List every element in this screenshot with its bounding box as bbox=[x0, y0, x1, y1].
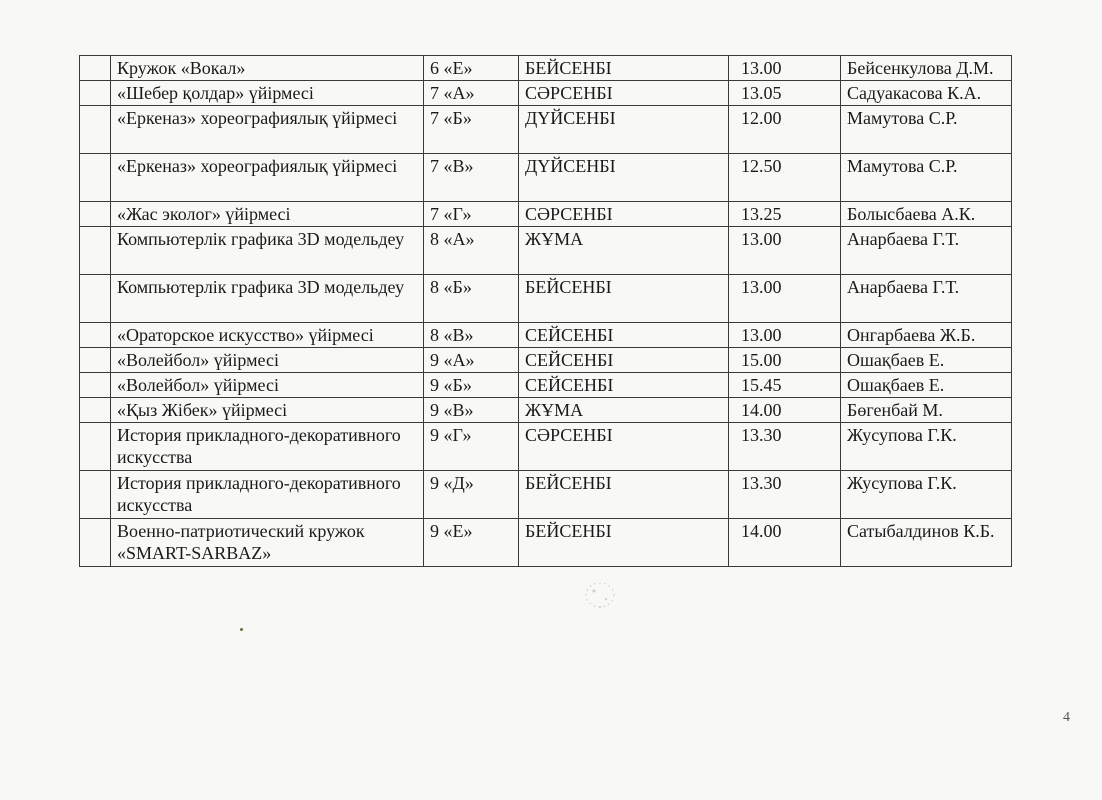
row-blank-cell bbox=[80, 471, 111, 519]
time-cell: 13.30 bbox=[729, 471, 841, 519]
stamp-smudge bbox=[576, 575, 624, 619]
club-name-cell: «Еркеназ» хореографиялық үйірмесі bbox=[111, 154, 424, 202]
teacher-cell: Бейсенкулова Д.М. bbox=[841, 56, 1012, 81]
speck-mark bbox=[240, 628, 243, 631]
time-cell: 13.00 bbox=[729, 323, 841, 348]
weekday-cell: БЕЙСЕНБІ bbox=[519, 56, 729, 81]
teacher-cell: Бөгенбай М. bbox=[841, 398, 1012, 423]
weekday-cell: СЕЙСЕНБІ bbox=[519, 373, 729, 398]
row-blank-cell bbox=[80, 373, 111, 398]
club-name-cell: «Еркеназ» хореографиялық үйірмесі bbox=[111, 106, 424, 154]
club-name-cell: Компьютерлік графика 3D модельдеу bbox=[111, 227, 424, 275]
table-row bbox=[80, 154, 1012, 202]
club-name-cell: «Қыз Жібек» үйірмесі bbox=[111, 398, 424, 423]
time-cell: 14.00 bbox=[729, 519, 841, 567]
grade-cell: 9 «Е» bbox=[424, 519, 519, 567]
time-cell: 15.45 bbox=[729, 373, 841, 398]
grade-cell: 7 «В» bbox=[424, 154, 519, 202]
time-cell: 12.00 bbox=[729, 106, 841, 154]
table-row bbox=[80, 275, 1012, 323]
weekday-cell: ДҮЙСЕНБІ bbox=[519, 154, 729, 202]
teacher-cell: Анарбаева Г.Т. bbox=[841, 227, 1012, 275]
teacher-cell: Ошақбаев Е. bbox=[841, 348, 1012, 373]
teacher-cell: Онгарбаева Ж.Б. bbox=[841, 323, 1012, 348]
grade-cell: 7 «Г» bbox=[424, 202, 519, 227]
time-cell: 15.00 bbox=[729, 348, 841, 373]
grade-cell: 8 «Б» bbox=[424, 275, 519, 323]
weekday-cell: СЕЙСЕНБІ bbox=[519, 323, 729, 348]
weekday-cell: СӘРСЕНБІ bbox=[519, 202, 729, 227]
time-cell: 13.05 bbox=[729, 81, 841, 106]
page-number: 4 bbox=[1063, 710, 1070, 725]
weekday-cell: ЖҰМА bbox=[519, 398, 729, 423]
row-blank-cell bbox=[80, 323, 111, 348]
teacher-cell: Жусупова Г.К. bbox=[841, 471, 1012, 519]
table-row bbox=[80, 373, 1012, 398]
club-name-cell: «Волейбол» үйірмесі bbox=[111, 373, 424, 398]
grade-cell: 8 «В» bbox=[424, 323, 519, 348]
club-name-cell: «Волейбол» үйірмесі bbox=[111, 348, 424, 373]
table-row bbox=[80, 398, 1012, 423]
weekday-cell: ДҮЙСЕНБІ bbox=[519, 106, 729, 154]
row-blank-cell bbox=[80, 154, 111, 202]
weekday-cell: СӘРСЕНБІ bbox=[519, 423, 729, 471]
club-name-cell: Военно-патриотический кружок «SMART-SARBAZ» bbox=[111, 519, 424, 567]
time-cell: 13.00 bbox=[729, 227, 841, 275]
weekday-cell: БЕЙСЕНБІ bbox=[519, 471, 729, 519]
table-row bbox=[80, 106, 1012, 154]
club-name-cell: Кружок «Вокал» bbox=[111, 56, 424, 81]
time-cell: 13.25 bbox=[729, 202, 841, 227]
teacher-cell: Ошақбаев Е. bbox=[841, 373, 1012, 398]
club-name-cell: «Ораторское искусство» үйірмесі bbox=[111, 323, 424, 348]
grade-cell: 9 «А» bbox=[424, 348, 519, 373]
teacher-cell: Сатыбалдинов К.Б. bbox=[841, 519, 1012, 567]
schedule-body bbox=[80, 56, 1012, 567]
time-cell: 14.00 bbox=[729, 398, 841, 423]
row-blank-cell bbox=[80, 202, 111, 227]
weekday-cell: БЕЙСЕНБІ bbox=[519, 275, 729, 323]
row-blank-cell bbox=[80, 56, 111, 81]
row-blank-cell bbox=[80, 348, 111, 373]
table-row bbox=[80, 423, 1012, 471]
club-name-cell: «Жас эколог» үйірмесі bbox=[111, 202, 424, 227]
row-blank-cell bbox=[80, 227, 111, 275]
grade-cell: 9 «Б» bbox=[424, 373, 519, 398]
time-cell: 13.00 bbox=[729, 56, 841, 81]
teacher-cell: Болысбаева А.К. bbox=[841, 202, 1012, 227]
teacher-cell: Мамутова С.Р. bbox=[841, 154, 1012, 202]
grade-cell: 7 «Б» bbox=[424, 106, 519, 154]
table-row bbox=[80, 56, 1012, 81]
row-blank-cell bbox=[80, 81, 111, 106]
row-blank-cell bbox=[80, 398, 111, 423]
row-blank-cell bbox=[80, 519, 111, 567]
table-row bbox=[80, 202, 1012, 227]
weekday-cell: СӘРСЕНБІ bbox=[519, 81, 729, 106]
table-row bbox=[80, 227, 1012, 275]
row-blank-cell bbox=[80, 423, 111, 471]
schedule-table bbox=[79, 55, 1012, 567]
grade-cell: 8 «А» bbox=[424, 227, 519, 275]
grade-cell: 6 «Е» bbox=[424, 56, 519, 81]
row-blank-cell bbox=[80, 275, 111, 323]
club-name-cell: История прикладного-декоративного искусства bbox=[111, 471, 424, 519]
time-cell: 13.00 bbox=[729, 275, 841, 323]
table-row bbox=[80, 471, 1012, 519]
grade-cell: 9 «Д» bbox=[424, 471, 519, 519]
grade-cell: 9 «Г» bbox=[424, 423, 519, 471]
time-cell: 13.30 bbox=[729, 423, 841, 471]
weekday-cell: БЕЙСЕНБІ bbox=[519, 519, 729, 567]
table-row bbox=[80, 519, 1012, 567]
club-name-cell: «Шебер қолдар» үйірмесі bbox=[111, 81, 424, 106]
teacher-cell: Анарбаева Г.Т. bbox=[841, 275, 1012, 323]
table-row bbox=[80, 323, 1012, 348]
weekday-cell: СЕЙСЕНБІ bbox=[519, 348, 729, 373]
table-row bbox=[80, 81, 1012, 106]
teacher-cell: Мамутова С.Р. bbox=[841, 106, 1012, 154]
teacher-cell: Жусупова Г.К. bbox=[841, 423, 1012, 471]
club-name-cell: История прикладного-декоративного искусства bbox=[111, 423, 424, 471]
weekday-cell: ЖҰМА bbox=[519, 227, 729, 275]
row-blank-cell bbox=[80, 106, 111, 154]
grade-cell: 7 «А» bbox=[424, 81, 519, 106]
grade-cell: 9 «В» bbox=[424, 398, 519, 423]
table-row bbox=[80, 348, 1012, 373]
time-cell: 12.50 bbox=[729, 154, 841, 202]
teacher-cell: Садуакасова К.А. bbox=[841, 81, 1012, 106]
club-name-cell: Компьютерлік графика 3D модельдеу bbox=[111, 275, 424, 323]
